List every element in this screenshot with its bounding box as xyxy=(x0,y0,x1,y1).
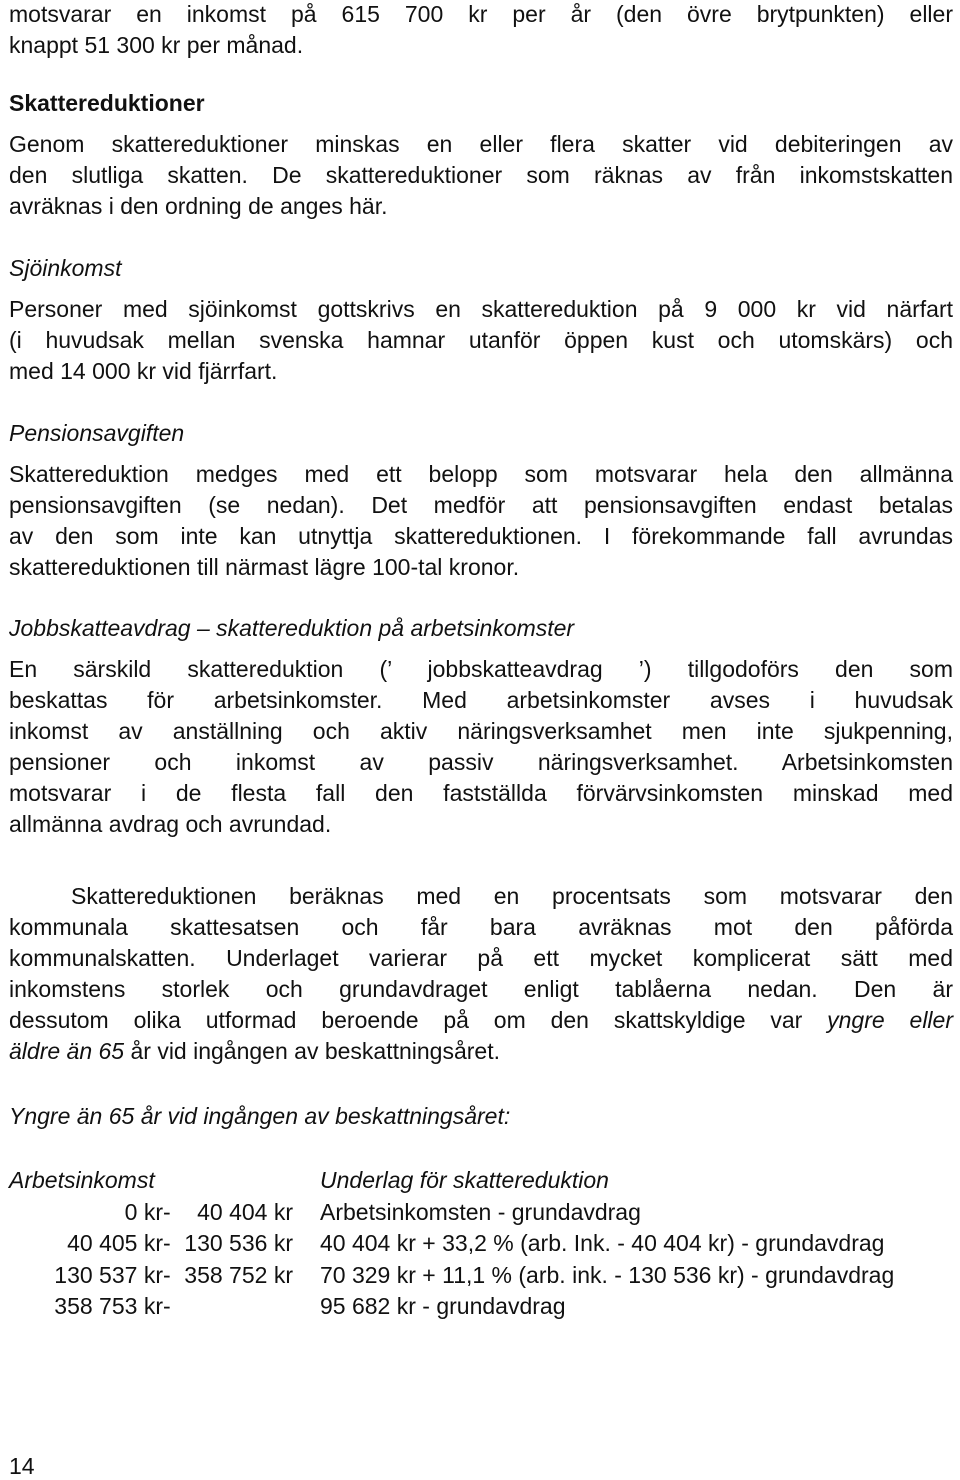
text-line: pensioner och inkomst av passiv näringsverksamhet. Arbetsinkomsten xyxy=(9,749,953,775)
column-header-arbetsinkomst: Arbetsinkomst xyxy=(9,1167,155,1193)
text-line: (i huvudsak mellan svenska hamnar utanför öppen kust och utomskärs) och xyxy=(9,327,953,353)
text-line: En särskild skattereduktion (’ jobbskatteavdrag ’) tillgodoförs den som xyxy=(9,656,953,682)
emphasis-text: yngre eller xyxy=(827,1007,953,1033)
range-dash: - xyxy=(163,1230,171,1256)
text-line: avräknas i den ordning de anges här. xyxy=(9,193,388,219)
sjoinkomst-heading-block xyxy=(9,253,953,284)
text-line: knappt 51 300 kr per månad. xyxy=(9,32,304,58)
section-heading: Skattereduktioner xyxy=(9,90,205,116)
jobbskatteavdrag-heading-block xyxy=(9,613,953,644)
text-line: allmänna avdrag och avrundad. xyxy=(9,811,332,837)
yngre-heading-block xyxy=(9,1101,953,1132)
range-to: 40 404 kr xyxy=(197,1198,293,1225)
text-run: år vid ingången av beskattningsåret. xyxy=(124,1038,500,1064)
table-row xyxy=(9,1197,953,1229)
formula-cell: 40 404 kr + 33,2 % (arb. Ink. - 40 404 kr) - grundavdrag xyxy=(320,1230,885,1256)
range-dash: - xyxy=(163,1261,171,1288)
subsection-heading: Jobbskatteavdrag – skattereduktion på arbetsinkomster xyxy=(9,615,575,641)
tax-table xyxy=(9,1165,953,1323)
table-row xyxy=(9,1260,953,1292)
subsection-heading: Pensionsavgiften xyxy=(9,420,185,446)
text-line: Skattereduktion medges med ett belopp som motsvarar hela den allmänna xyxy=(9,461,953,487)
text-line: av den som inte kan utnyttja skattereduktionen. I förekommande fall avrundas xyxy=(9,523,953,549)
range-from: 358 753 kr xyxy=(54,1293,163,1319)
text-line: skattereduktionen till närmast lägre 100-tal kronor. xyxy=(9,554,520,580)
subsection-heading: Yngre än 65 år vid ingången av beskattningsåret: xyxy=(9,1103,511,1129)
intro-paragraph xyxy=(9,0,953,61)
table-row xyxy=(9,1228,953,1260)
range-dash: - xyxy=(163,1198,171,1225)
range-from: 0 kr xyxy=(124,1198,163,1225)
text-line xyxy=(9,1036,953,1067)
text-line: pensionsavgiften (se nedan). Det medför att pensionsavgiften endast betalas xyxy=(9,492,953,518)
emphasis-text: äldre än 65 xyxy=(9,1038,125,1064)
berakning-paragraph xyxy=(9,881,953,1067)
text-line: den slutliga skatten. De skattereduktioner som räknas av från inkomstskatten xyxy=(9,162,953,188)
range-from: 40 405 kr xyxy=(67,1230,163,1256)
text-line: inkomstens storlek och grundavdraget enligt tablåerna nedan. Den är xyxy=(9,976,953,1002)
text-line xyxy=(9,1005,953,1036)
range-to: 358 752 kr xyxy=(184,1261,293,1288)
table-row xyxy=(9,1291,953,1323)
text-line: beskattas för arbetsinkomster. Med arbetsinkomster avses i huvudsak xyxy=(9,687,953,713)
range-dash: - xyxy=(163,1293,171,1319)
text-line: med 14 000 kr vid fjärrfart. xyxy=(9,358,278,384)
text-line: kommunalskatten. Underlaget varierar på ett mycket komplicerat sätt med xyxy=(9,945,953,971)
text-line: kommunala skattesatsen och får bara avräknas mot den påförda xyxy=(9,914,953,940)
text-line: Skattereduktionen beräknas med en procentsats som motsvarar den xyxy=(71,883,953,909)
text-run: dessutom olika utformad beroende på om den skattskyldige var xyxy=(9,1007,828,1033)
range-to: 130 536 kr xyxy=(184,1230,293,1256)
page-number: 14 xyxy=(9,1453,35,1479)
range-from: 130 537 kr xyxy=(54,1261,163,1288)
text-line: Genom skattereduktioner minskas en eller flera skatter vid debiteringen av xyxy=(9,131,953,157)
sjoinkomst-paragraph xyxy=(9,294,953,387)
skattereduktioner-paragraph xyxy=(9,129,953,222)
formula-cell: 70 329 kr + 11,1 % (arb. ink. - 130 536 kr) - grundavdrag xyxy=(320,1261,895,1288)
formula-cell: 95 682 kr - grundavdrag xyxy=(320,1293,566,1319)
text-line: Personer med sjöinkomst gottskrivs en skattereduktion på 9 000 kr vid närfart xyxy=(9,296,953,322)
text-line: inkomst av anställning och aktiv näringsverksamhet men inte sjukpenning, xyxy=(9,718,953,744)
document-page xyxy=(9,0,953,1480)
skattereduktioner-section xyxy=(9,88,953,119)
column-header-underlag: Underlag för skattereduktion xyxy=(320,1167,609,1193)
pensionsavgiften-paragraph xyxy=(9,459,953,583)
text-line: motsvarar en inkomst på 615 700 kr per år (den övre brytpunkten) eller xyxy=(9,1,953,27)
pensionsavgiften-heading-block xyxy=(9,418,953,449)
jobbskatteavdrag-paragraph xyxy=(9,654,953,840)
table-header-row xyxy=(9,1165,953,1197)
formula-cell: Arbetsinkomsten - grundavdrag xyxy=(320,1198,641,1225)
text-line: motsvarar i de flesta fall den fastställda förvärvsinkomsten minskad med xyxy=(9,780,953,806)
subsection-heading: Sjöinkomst xyxy=(9,255,122,281)
